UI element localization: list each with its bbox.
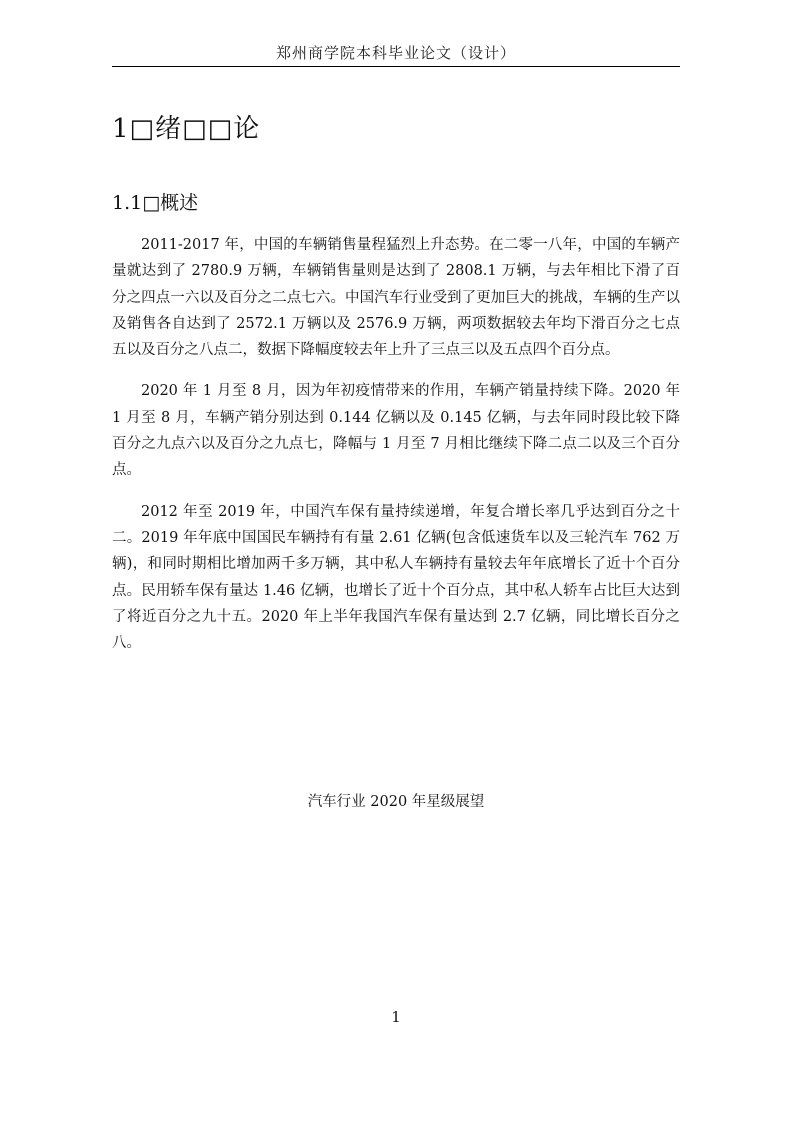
- running-header: 郑州商学院本科毕业论文（设计）: [275, 44, 516, 62]
- chapter-title: 1□绪□□论: [112, 114, 261, 144]
- section-title: 1.1□概述: [112, 192, 199, 214]
- paragraph-1: 2011-2017 年，中国的车辆销售量程猛烈上升态势。在二零一八年，中国的车辆产量就达到了 2780.9 万辆，车辆销售量则是达到了 2808.1 万辆，与去年相比下滑了百分之四点一六以及百分之二点七六。中国汽车行业受到了更加巨大的挑战，车辆的生产以及销售各自达到了 2572.1 万辆以及 2576.9 万辆，两项数据较去年均下滑百分之七点五以及百分之八点二，数据下降幅度较去年上升了三点三以及五点四个百分点。: [112, 237, 680, 359]
- figure-caption: 汽车行业 2020 年星级展望: [307, 794, 485, 810]
- page-number: 1: [391, 1008, 401, 1026]
- paragraph-3: 2012 年至 2019 年，中国汽车保有量持续递增，年复合增长率几乎达到百分之十二。2019 年年底中国国民车辆持有有量 2.61 亿辆(包含低速货车以及三轮汽车 762 万辆)，和同时期相比增加两千多万辆，其中私人车辆持有量较去年年底增长了近十个百分点。民用轿车保有量达 1.46 亿辆，也增长了近十个百分点，其中私人轿车占比巨大达到了将近百分之九十五。2020 年上半年我国汽车保有量达到 2.7 亿辆，同比增长百分之八。: [112, 503, 680, 652]
- paragraph-2: 2020 年 1 月至 8 月，因为年初疫情带来的作用，车辆产销量持续下降。2020 年 1 月至 8 月，车辆产销分别达到 0.144 亿辆以及 0.145 亿辆，与去年同时段比较下降百分之九点六以及百分之九点七，降幅与 1 月至 7 月相比继续下降二点二以及三个百分点。: [112, 383, 680, 479]
- body-text: [112, 232, 680, 671]
- header-divider: [112, 66, 680, 67]
